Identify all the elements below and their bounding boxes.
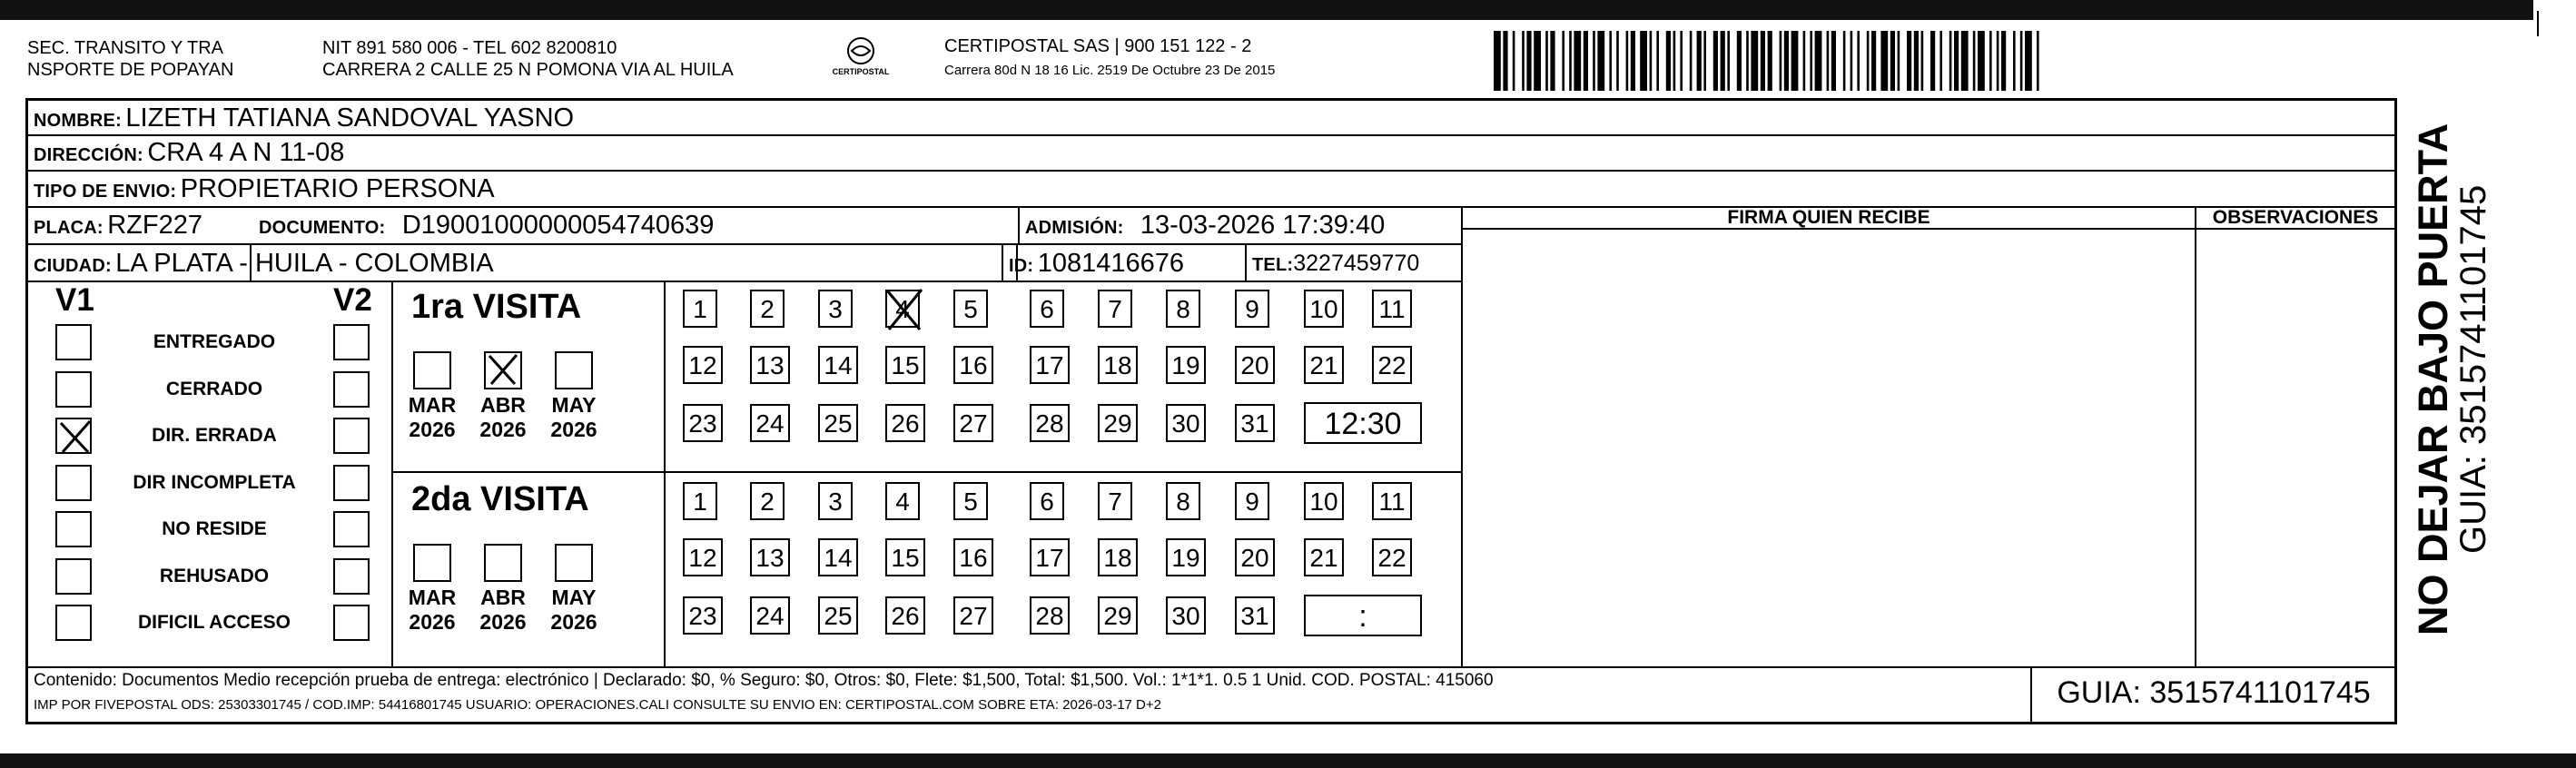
month-label (542, 586, 606, 635)
placa-value: RZF227 (107, 211, 202, 240)
barcode-bar (1791, 31, 1799, 91)
barcode-bar (1907, 31, 1911, 91)
day-number: 5 (963, 295, 978, 323)
ciudad-field (34, 248, 494, 283)
ciudad-value: LA PLATA - HUILA - COLOMBIA (115, 249, 494, 278)
entity-line-2: NSPORTE DE POPAYAN (27, 60, 234, 80)
v2-checkbox[interactable] (333, 418, 370, 454)
day-cell[interactable] (750, 538, 790, 576)
scan-bottom-edge (0, 753, 2576, 768)
day-cell[interactable] (953, 404, 993, 442)
documento-label: DOCUMENTO: (259, 218, 386, 238)
barcode-bar (1609, 31, 1612, 91)
certipostal-logo (824, 36, 897, 80)
direccion-value: CRA 4 A N 11-08 (147, 138, 345, 167)
barcode-bar (1978, 31, 1985, 91)
day-cell[interactable] (750, 482, 785, 520)
day-cell[interactable] (818, 482, 853, 520)
barcode-bar (1914, 31, 1919, 91)
day-cell[interactable] (1098, 538, 1138, 576)
barcode-bar (1939, 31, 1942, 91)
barcode-bar (1803, 31, 1806, 91)
day-number: 2 (760, 295, 775, 323)
nit-line: NIT 891 580 006 - TEL 602 8200810 (322, 38, 617, 58)
status-label: ENTREGADO (153, 331, 276, 352)
barcode-bar (1666, 31, 1671, 91)
day-number: 21 (1309, 544, 1338, 572)
barcode-bar (2001, 31, 2006, 91)
check-x-icon (486, 353, 520, 388)
id-value: 1081416676 (1037, 249, 1185, 278)
barcode-bar (1843, 31, 1846, 91)
barcode-bar (1713, 31, 1718, 91)
day-cell[interactable] (885, 596, 925, 635)
day-cell[interactable] (1235, 482, 1269, 520)
day-cell[interactable] (1372, 482, 1412, 520)
barcode-bar (1640, 31, 1647, 91)
ciudad-label: CIUDAD: (34, 256, 112, 276)
direccion-label: DIRECCIÓN: (34, 145, 143, 165)
barcode-bar (1784, 31, 1789, 91)
day-cell[interactable] (1166, 290, 1200, 328)
day-cell[interactable] (1030, 538, 1070, 576)
barcode-bar (1780, 31, 1782, 91)
day-cell[interactable] (1098, 404, 1138, 442)
day-number: 23 (688, 409, 717, 438)
barcode-bar (1550, 31, 1554, 91)
barcode-graphic (1494, 31, 2220, 91)
day-cell[interactable] (1098, 346, 1138, 384)
day-number: 10 (1309, 295, 1338, 323)
day-cell[interactable] (1304, 482, 1344, 520)
logo-text: CERTIPOSTAL (832, 67, 890, 76)
day-number: 24 (755, 602, 785, 630)
edge-mark (2537, 11, 2539, 36)
day-number: 20 (1240, 351, 1269, 379)
day-number: 13 (755, 544, 785, 572)
barcode-bar (1650, 31, 1653, 91)
day-cell[interactable] (818, 290, 853, 328)
day-number: 12 (688, 544, 717, 572)
day-number: 24 (755, 409, 785, 438)
day-number: 7 (1108, 487, 1122, 516)
carrier-line-1: CERTIPOSTAL SAS | 900 151 122 - 2 (944, 36, 1252, 56)
month-label (471, 586, 535, 635)
placa-label: PLACA: (34, 218, 104, 238)
day-cell[interactable] (885, 290, 920, 328)
direccion-field (34, 137, 344, 172)
day-cell[interactable] (750, 346, 790, 384)
month-name: MAR (408, 586, 457, 609)
day-cell[interactable] (1098, 482, 1132, 520)
day-cell[interactable] (885, 346, 925, 384)
day-cell[interactable] (953, 346, 993, 384)
footer-guia: GUIA: 3515741101745 (2057, 675, 2371, 710)
day-cell[interactable] (1235, 596, 1275, 635)
firma-header: FIRMA QUIEN RECIBE (1727, 207, 1930, 228)
guide-form (25, 98, 2397, 724)
check-x-icon (883, 288, 925, 333)
nombre-label: NOMBRE: (34, 111, 122, 131)
day-number: 30 (1171, 602, 1200, 630)
day-number: 14 (824, 544, 853, 572)
signature-area[interactable] (1465, 230, 2193, 665)
barcode-bar (1593, 31, 1595, 91)
day-number: 22 (1377, 544, 1406, 572)
day-number: 11 (1378, 487, 1406, 516)
day-number: 19 (1171, 351, 1200, 379)
day-cell[interactable] (1166, 404, 1206, 442)
v2-label: V2 (333, 282, 372, 318)
month-name: ABR (480, 393, 526, 417)
day-number: 18 (1103, 351, 1132, 379)
day-number: 15 (891, 351, 920, 379)
status-label: REHUSADO (159, 565, 270, 586)
day-cell[interactable] (683, 404, 723, 442)
observaciones-header: OBSERVACIONES (2212, 207, 2379, 228)
footer-print-line: IMP POR FIVEPOSTAL ODS: 25303301745 / COD.IMP: 54416801745 USUARIO: OPERACIONES.CALI CONSULTE SU ENVIO EN: CERTIPOSTAL.COM SOBRE ETA: 2026-03-17 D+2 (34, 697, 1161, 713)
day-check-mark (883, 288, 925, 343)
day-number: 29 (1103, 409, 1132, 438)
day-cell[interactable] (1166, 538, 1206, 576)
day-number: 26 (891, 602, 920, 630)
barcode-bar (1810, 31, 1812, 91)
day-number: 28 (1035, 602, 1064, 630)
day-number: 16 (959, 544, 988, 572)
barcode-bar (1597, 31, 1604, 91)
barcode-bar (1930, 31, 1935, 91)
barcode-bar (1534, 31, 1541, 91)
day-cell[interactable] (953, 538, 993, 576)
day-number: 8 (1176, 487, 1190, 516)
month-checkbox[interactable] (484, 351, 522, 389)
barcode-bar (1721, 31, 1725, 91)
status-label: DIR INCOMPLETA (133, 471, 296, 493)
tipo-label: TIPO DE ENVIO: (34, 182, 177, 202)
documento-field (259, 210, 714, 245)
visit1-title: 1ra VISITA (411, 288, 582, 326)
day-number: 1 (693, 295, 707, 323)
barcode-bar (1768, 31, 1772, 91)
day-number: 31 (1240, 602, 1269, 630)
month-label (471, 393, 535, 442)
barcode-bar (1574, 31, 1581, 91)
month-checkbox[interactable] (484, 544, 522, 582)
barcode-bar (2025, 31, 2032, 91)
barcode-bar (1727, 31, 1730, 91)
status-label: DIFICIL ACCESO (137, 612, 291, 633)
month-checkbox[interactable] (555, 544, 593, 582)
day-number: 25 (824, 409, 853, 438)
barcode-bar (1898, 31, 1900, 91)
day-cell[interactable] (750, 596, 790, 635)
barcode-bar (1831, 31, 1836, 91)
barcode-bar (1949, 31, 1952, 91)
carrier-line-2: Carrera 80d N 18 16 Lic. 2519 De Octubre 23 De 2015 (944, 63, 1276, 78)
v2-checkbox[interactable] (333, 371, 370, 408)
barcode-bar (1673, 31, 1676, 91)
barcode-bar (1656, 31, 1659, 91)
tel-value: 3227459770 (1293, 251, 1420, 276)
day-cell[interactable] (683, 538, 723, 576)
day-cell[interactable] (1030, 346, 1070, 384)
barcode-bar (1494, 31, 1501, 91)
barcode-bar (1513, 31, 1515, 91)
tipo-value: PROPIETARIO PERSONA (180, 174, 495, 203)
barcode (1494, 31, 2220, 91)
day-number: 6 (1040, 487, 1054, 516)
day-cell[interactable] (683, 290, 717, 328)
admision-field (1025, 210, 1385, 245)
day-number: 3 (828, 295, 843, 323)
month-label (400, 393, 464, 442)
nombre-field (34, 103, 574, 138)
month-year: 2026 (479, 418, 527, 441)
day-number: 21 (1309, 351, 1338, 379)
month-name: MAR (408, 393, 457, 417)
barcode-bar (1526, 31, 1531, 91)
barcode-bar (1690, 31, 1693, 91)
day-cell[interactable] (818, 346, 858, 384)
v2-checkbox[interactable] (333, 324, 370, 360)
admision-value: 13-03-2026 17:39:40 (1140, 211, 1386, 240)
barcode-bar (1857, 31, 1860, 91)
month-name: ABR (480, 586, 526, 609)
barcode-bar (1890, 31, 1895, 91)
day-number: 4 (895, 487, 910, 516)
barcode-bar (1616, 31, 1619, 91)
day-number: 2 (760, 487, 775, 516)
day-cell[interactable] (1098, 596, 1138, 635)
barcode-bar (1851, 31, 1853, 91)
address-line: CARRERA 2 CALLE 25 N POMONA VIA AL HUILA (322, 60, 734, 80)
no-dejar-bajo-puerta: NO DEJAR BAJO PUERTA (2410, 123, 2456, 635)
tel-label: TEL: (1252, 255, 1294, 275)
month-name: MAY (551, 393, 597, 417)
day-cell[interactable] (1304, 538, 1344, 576)
day-number: 15 (891, 544, 920, 572)
day-cell[interactable] (683, 346, 723, 384)
day-cell[interactable] (1166, 346, 1206, 384)
barcode-bar (1503, 31, 1507, 91)
day-number: 14 (824, 351, 853, 379)
day-number: 7 (1108, 295, 1122, 323)
barcode-bar (1562, 31, 1564, 91)
day-cell[interactable] (750, 404, 790, 442)
barcode-bar (1867, 31, 1870, 91)
v1-label: V1 (55, 282, 94, 318)
barcode-bar (1921, 31, 1924, 91)
day-cell[interactable] (1372, 346, 1412, 384)
month-checkbox[interactable] (413, 351, 451, 389)
footer-content-line: Contenido: Documentos Medio recepción prueba de entrega: electrónico | Declarado: $0, % Seguro: $0, Otros: $0, Flete: $1,500, Total: $1,500. Vol.: 1*1*1. 0.5 1 Unid. COD. POSTAL: 415060 (34, 671, 1494, 690)
v2-checkbox[interactable] (333, 511, 370, 547)
day-cell[interactable] (953, 596, 993, 635)
day-number: 9 (1245, 295, 1259, 323)
day-number: 3 (828, 487, 843, 516)
barcode-bar (1880, 31, 1888, 91)
day-number: 19 (1171, 544, 1200, 572)
month-year: 2026 (409, 418, 456, 441)
barcode-bar (1680, 31, 1683, 91)
month-checkbox[interactable] (413, 544, 451, 582)
day-cell[interactable] (1235, 346, 1275, 384)
placa-field (34, 210, 202, 245)
day-cell[interactable] (1166, 596, 1206, 635)
day-cell[interactable] (885, 538, 925, 576)
barcode-bar (1989, 31, 1992, 91)
id-field (1009, 248, 1184, 283)
day-cell[interactable] (1098, 290, 1132, 328)
admision-label: ADMISIÓN: (1025, 218, 1124, 238)
day-number: 4 (895, 295, 910, 323)
barcode-bar (1569, 31, 1572, 91)
visit-time[interactable]: : (1304, 595, 1422, 636)
day-number: 13 (755, 351, 785, 379)
day-cell[interactable] (818, 404, 858, 442)
documento-value: D19001000000054740639 (401, 211, 715, 240)
month-name: MAY (551, 586, 597, 609)
visit-time[interactable]: 12:30 (1304, 402, 1422, 444)
status-label: DIR. ERRADA (152, 425, 277, 446)
day-number: 22 (1377, 351, 1406, 379)
barcode-bar (1703, 31, 1706, 91)
day-number: 9 (1245, 487, 1259, 516)
day-cell[interactable] (1304, 290, 1344, 328)
day-cell[interactable] (1030, 482, 1064, 520)
day-cell[interactable] (885, 482, 920, 520)
barcode-bar (1761, 31, 1765, 91)
v2-checkbox[interactable] (333, 558, 370, 595)
month-year: 2026 (550, 610, 597, 634)
day-number: 1 (693, 487, 707, 516)
day-number: 30 (1171, 409, 1200, 438)
day-cell[interactable] (1372, 538, 1412, 576)
day-number: 6 (1040, 295, 1054, 323)
day-cell[interactable] (1235, 538, 1275, 576)
barcode-bar (1954, 31, 1959, 91)
day-number: 27 (959, 409, 988, 438)
barcode-bar (1545, 31, 1548, 91)
scan-top-edge (0, 0, 2533, 20)
day-number: 16 (959, 351, 988, 379)
id-label: ID: (1009, 256, 1034, 276)
barcode-bar (2013, 31, 2016, 91)
day-cell[interactable] (1235, 290, 1269, 328)
status-label: CERRADO (165, 378, 263, 399)
v2-checkbox[interactable] (333, 605, 370, 641)
day-number: 27 (959, 602, 988, 630)
day-cell[interactable] (1030, 290, 1064, 328)
day-cell[interactable] (1030, 404, 1070, 442)
day-cell[interactable] (885, 404, 925, 442)
tel-field (1252, 248, 1419, 282)
status-label: NO RESIDE (162, 518, 267, 539)
barcode-bar (1815, 31, 1822, 91)
barcode-bar (1697, 31, 1702, 91)
barcode-bar (1961, 31, 1969, 91)
entity-line-1: SEC. TRANSITO Y TRA (27, 38, 223, 58)
observations-area[interactable] (2198, 230, 2393, 665)
barcode-bar (1746, 31, 1749, 91)
day-cell[interactable] (818, 538, 858, 576)
day-cell[interactable] (1372, 290, 1412, 328)
day-number: 18 (1103, 544, 1132, 572)
month-year: 2026 (409, 610, 456, 634)
day-cell[interactable] (1030, 596, 1070, 635)
month-label (542, 393, 606, 442)
day-number: 23 (688, 602, 717, 630)
v2-checkbox[interactable] (333, 465, 370, 501)
barcode-bar (2020, 31, 2023, 91)
day-cell[interactable] (683, 482, 717, 520)
day-number: 10 (1309, 487, 1338, 516)
day-number: 29 (1103, 602, 1132, 630)
day-number: 5 (963, 487, 978, 516)
day-number: 8 (1176, 295, 1190, 323)
side-guia: GUIA: 3515741101745 (2453, 184, 2493, 554)
day-number: 11 (1378, 295, 1406, 323)
visit2-title: 2da VISITA (411, 480, 589, 518)
barcode-bar (1997, 31, 1999, 91)
day-number: 17 (1035, 351, 1064, 379)
month-year: 2026 (550, 418, 597, 441)
month-year: 2026 (479, 610, 527, 634)
barcode-bar (1522, 31, 1525, 91)
month-checkbox[interactable] (555, 351, 593, 389)
barcode-bar (1584, 31, 1588, 91)
month-label (400, 586, 464, 635)
barcode-bar (1827, 31, 1830, 91)
day-number: 25 (824, 602, 853, 630)
barcode-bar (1751, 31, 1758, 91)
day-number: 31 (1240, 409, 1269, 438)
day-cell[interactable] (818, 596, 858, 635)
barcode-bar (1871, 31, 1876, 91)
day-number: 20 (1240, 544, 1269, 572)
barcode-bar (2037, 31, 2039, 91)
day-cell[interactable] (1304, 346, 1344, 384)
day-number: 28 (1035, 409, 1064, 438)
day-cell[interactable] (953, 482, 988, 520)
day-number: 12 (688, 351, 717, 379)
day-cell[interactable] (1235, 404, 1275, 442)
day-number: 26 (891, 409, 920, 438)
tipo-envio-field (34, 173, 495, 209)
barcode-bar (1626, 31, 1629, 91)
day-number: 17 (1035, 544, 1064, 572)
nombre-value: LIZETH TATIANA SANDOVAL YASNO (125, 103, 575, 133)
day-cell[interactable] (1166, 482, 1200, 520)
day-cell[interactable] (683, 596, 723, 635)
day-cell[interactable] (953, 290, 988, 328)
barcode-bar (1737, 31, 1742, 91)
barcode-bar (1631, 31, 1635, 91)
barcode-bar (1973, 31, 1976, 91)
day-cell[interactable] (750, 290, 785, 328)
